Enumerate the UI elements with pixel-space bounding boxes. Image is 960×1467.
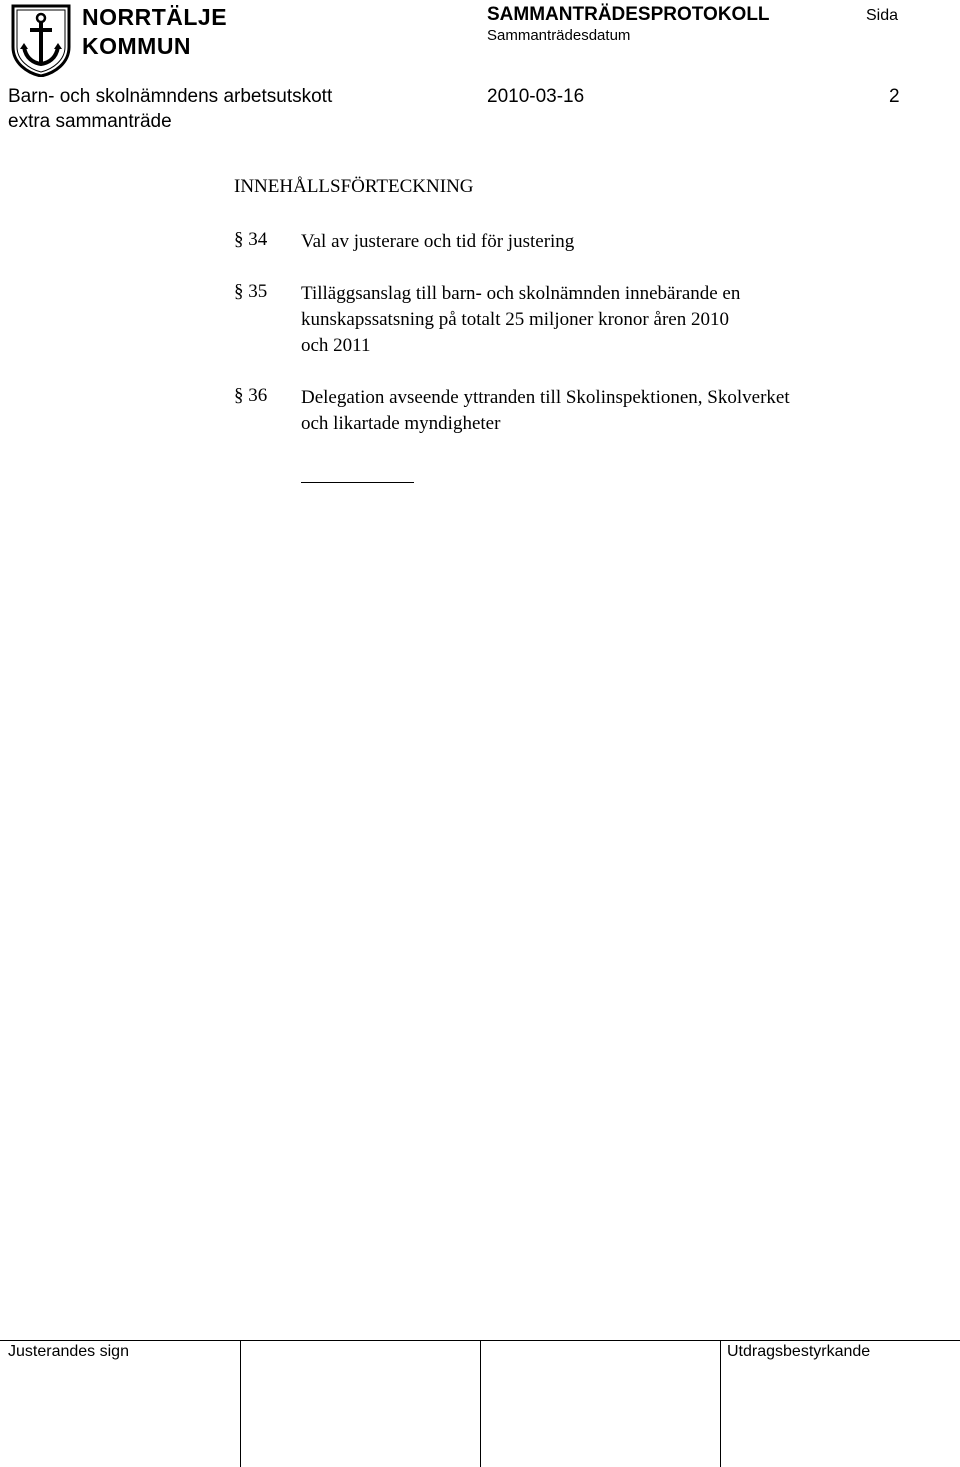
toc-item-line: och 2011 xyxy=(301,335,371,356)
footer-column-divider xyxy=(480,1340,481,1467)
toc-item-number: § 34 xyxy=(234,229,268,250)
toc-item-text xyxy=(301,385,911,437)
footer-column-divider xyxy=(240,1340,241,1467)
page-number: 2 xyxy=(889,86,900,107)
footer-column-divider xyxy=(720,1340,721,1467)
anchor-shield-icon xyxy=(10,3,72,77)
signature-label: Justerandes sign xyxy=(8,1343,129,1360)
toc-item-text xyxy=(301,281,911,359)
committee-name: Barn- och skolnämndens arbetsutskott xyxy=(8,86,333,107)
meeting-date: 2010-03-16 xyxy=(487,86,585,107)
toc-item-line: kunskapssatsning på totalt 25 miljoner kronor åren 2010 xyxy=(301,309,729,330)
logo-text-line1: NORRTÄLJE xyxy=(82,4,228,30)
date-label: Sammanträdesdatum xyxy=(487,27,631,44)
toc-item-line: Tilläggsanslag till barn- och skolnämnden innebärande en xyxy=(301,283,741,304)
toc-item-number: § 35 xyxy=(234,281,268,302)
document-type: SAMMANTRÄDESPROTOKOLL xyxy=(487,4,770,25)
toc-item-text xyxy=(301,229,911,255)
toc-item-line: och likartade myndigheter xyxy=(301,413,501,434)
toc-item-line: Val av justerare och tid för justering xyxy=(301,231,575,252)
toc-heading: INNEHÅLLSFÖRTECKNING xyxy=(234,176,474,197)
end-divider xyxy=(301,482,414,483)
toc-item-line: Delegation avseende yttranden till Skolinspektionen, Skolverket xyxy=(301,387,790,408)
toc-item-number: § 36 xyxy=(234,385,268,406)
extract-certification-label: Utdragsbestyrkande xyxy=(727,1343,871,1360)
page-label: Sida xyxy=(866,7,899,24)
logo-text-line2: KOMMUN xyxy=(82,33,192,59)
meeting-type: extra sammanträde xyxy=(8,111,172,132)
